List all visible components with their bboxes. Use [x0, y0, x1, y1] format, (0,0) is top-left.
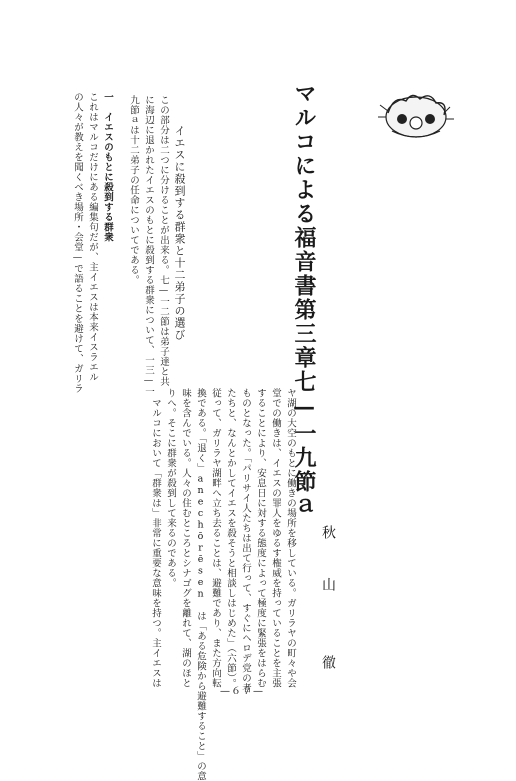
text-line: ものとなった。「パリサイ人たちは出て行って、すぐにヘロデ党の者 [240, 388, 251, 694]
text-line: ヤ湖の大空のもとに働きの場所を移している。ガリラヤの町々や会 [285, 388, 296, 688]
decorative-illustration [372, 85, 460, 147]
text-line: に海辺に退かれたイエスのもとに殺到する群衆について、一三—一 [143, 95, 154, 397]
text-line: 堂での働きは、イエスの罪人をゆるす権威を持っていることを主張 [270, 388, 281, 688]
text-line: 換である。「退く」anechōrēsen は「ある危険から避難すること」の意 [195, 388, 206, 781]
text-line: することにより、安息日に対する態度によって極度に緊張をはらむ [255, 388, 266, 688]
section-title: イエスに殺到する群衆と十二弟子の選び [173, 125, 186, 341]
text-line: 九節ａは十二弟子の任命についてである。 [128, 95, 139, 285]
page-title: マルコによる福音書第三章七—一九節ａ [291, 82, 317, 518]
subsection-heading: 一 イエスのもとに殺到する群衆 [102, 92, 113, 242]
subsection [70, 92, 115, 392]
author-name: 秋 山 徹 [320, 525, 336, 681]
text-line: この部分は二つに分けることが出来る。七—一二節は弟子達と共 [158, 95, 169, 387]
text-line: マルコにおいて「群衆は」非常に重要な意味を持つ。主イエスは [150, 388, 161, 688]
page-number: —６７— [220, 686, 264, 697]
intro-paragraph [126, 95, 171, 395]
text-line: 従って、ガリラヤ湖畔へ立ち去ることは、避難であり、また方向転 [210, 388, 221, 688]
text-line: りへ。そこに群衆が殺到して来るのである。 [165, 388, 176, 588]
text-line: これはマルコだけにある編集句だが、主イエスは本来イスラエル [87, 92, 98, 382]
text-line: 味を含んでいる。人々の住むところとシナゴグを離れて、湖のほと [180, 388, 191, 688]
text-line: たちと、なんとかしてイエスを殺そうと相談しはじめた」（六節）。 [225, 388, 236, 689]
text-line: の人々が教えを聞くべき場所・会堂—で語ることを避けて、ガリラ [72, 92, 83, 394]
